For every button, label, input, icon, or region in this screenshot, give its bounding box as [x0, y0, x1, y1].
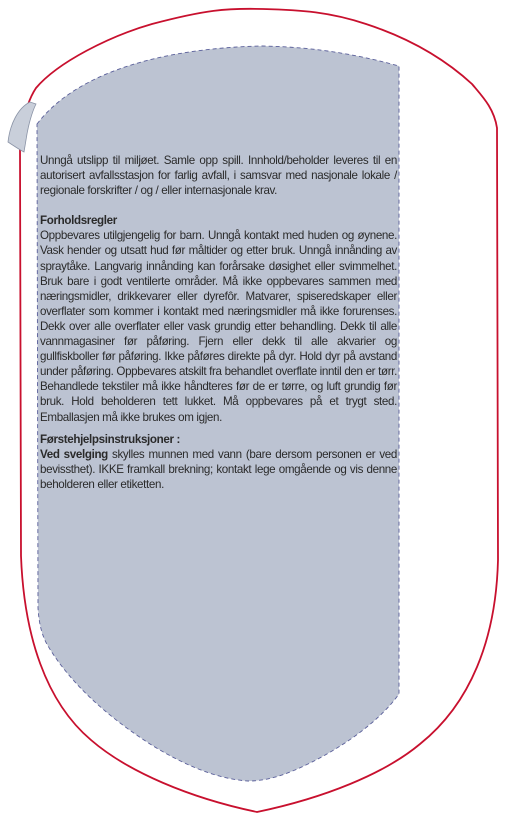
first-aid-paragraph [40, 447, 397, 492]
swallowing-text: skylles munnen med vann (bare dersom personen er ved bevissthet). IKKE framkall brekning; kontakt lege omgående og vis denne beholderen eller etiketten. [40, 447, 397, 491]
precautions-paragraph: Oppbevares utilgjengelig for barn. Unngå kontakt med huden og øynene. Vask hender og utsatt hud før måltider og etter bruk. Unngå innånding av spraytåke. Langvarig innånding kan forårsake døsighet eller svimmelhet. Bruk bare i godt ventilerte områder. Må ikke oppbevares sammen med næringsmidler, drikkevarer eller dyrefôr. Matvarer, spiseredskaper eller overflater som kommer i kontakt med næringsmidler må ikke forurenses. Dekk over alle overflater eller vask grundig etter behandling. Dekk til alle vannmagasiner før påføring. Fjern eller dekk til alle akvarier og gullfiskboller før påføring. Ikke påføres direkte på dyr. Hold dyr på avstand under påføring. Oppbevares atskilt fra behandlet overflate inntil den er tørr. Behandlede tekstiler må ikke håndteres før de er tørre, og luft grundig før bruk. Hold beholderen tett lukket. Må oppbevares på et trygt sted. Emballasjen må ikke brukes om igjen. [40, 229, 397, 424]
environment-paragraph: Unngå utslipp til miljøet. Samle opp spill. Innhold/beholder leveres til en autorisert avfallsstasjon for farlig avfall, i samsvar med nasjonale lokale / regionale forskrifter / og / eller internasjonale krav. [40, 154, 397, 198]
swallowing-label: Ved svelging [40, 447, 108, 461]
first-aid-heading: Førstehjelpsinstruksjoner : [40, 432, 181, 446]
precautions-heading: Forholdsregler [40, 214, 117, 228]
shield-tab [8, 102, 36, 152]
label-text-block [40, 153, 397, 492]
